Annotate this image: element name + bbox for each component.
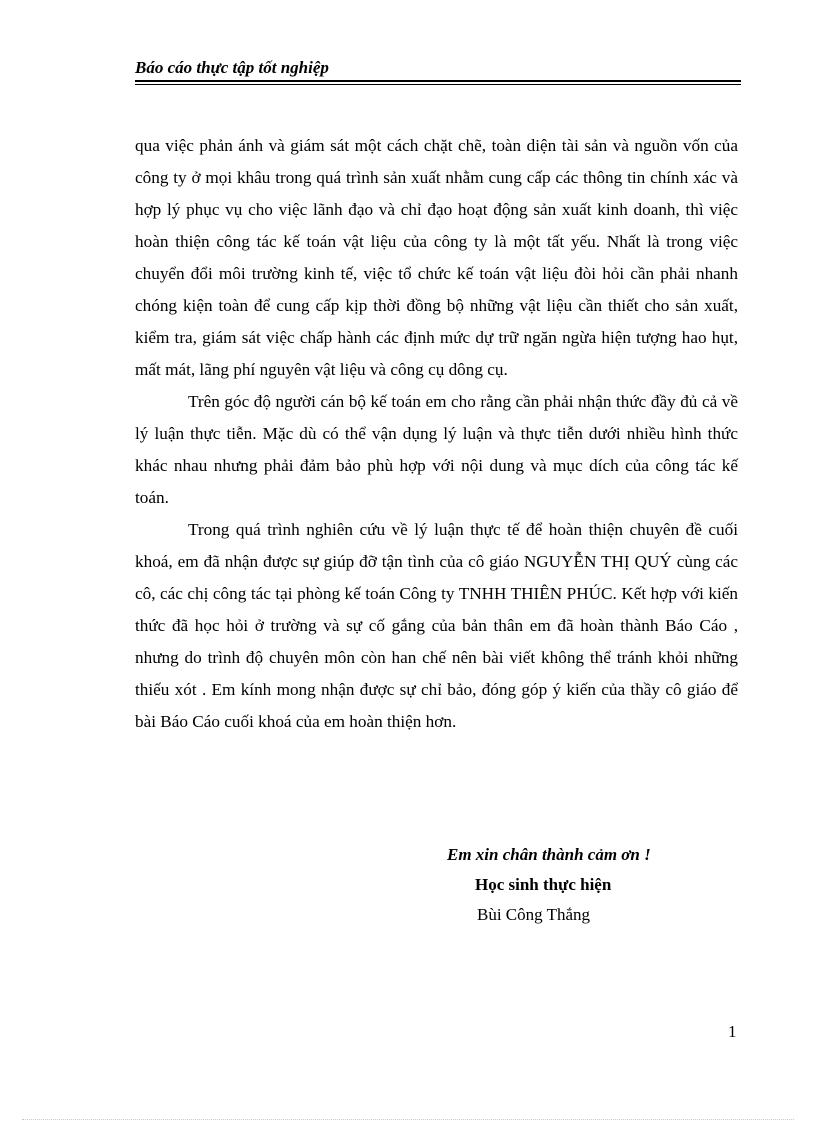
thanks-line: Em xin chân thành cảm ơn ! [447, 845, 651, 864]
header-title: Báo cáo thực tập tốt nghiệp [135, 58, 329, 77]
author-name: Bùi Công Thắng [477, 905, 591, 924]
signoff [447, 840, 651, 930]
body-text [135, 130, 738, 738]
page-bottom-border [22, 1119, 794, 1120]
paragraph-2: Trên góc độ người cán bộ kế toán em cho rằng cần phải nhận thức đầy đủ cả về lý luận thực tiễn. Mặc dù có thể vận dụng lý luận và thực tiễn dưới nhiều hình thức khác nhau nhưng phải đảm bảo phù hợp với nội dung và mục dích của công tác kế toán. [135, 392, 738, 507]
paragraph-1: qua việc phản ánh và giám sát một cách chặt chẽ, toàn diện tài sản và nguồn vốn của công ty ở mọi khâu trong quá trình sản xuất nhằm cung cấp các thông tin chính xác và hợp lý phục vụ cho việc lãnh đạo và chỉ đạo hoạt động sản xuất kinh doanh, thì việc hoàn thiện công tác kế toán vật liệu của công ty là một tất yếu. Nhất là trong việc chuyển đổi môi trường kinh tế, việc tổ chức kế toán vật liệu đòi hỏi cần phải nhanh chóng kiện toàn để cung cấp kịp thời đồng bộ những vật liệu cần thiết cho sản xuất, kiểm tra, giám sát việc chấp hành các định mức dự trữ ngăn ngừa hiện tượng hao hụt, mất mát, lãng phí nguyên vật liệu và công cụ dông cụ. [135, 136, 738, 379]
page-header [135, 56, 741, 80]
header-rule [135, 80, 741, 82]
header-rule-thin [135, 84, 741, 85]
paragraph-3: Trong quá trình nghiên cứu về lý luận thực tế để hoàn thiện chuyên đề cuối khoá, em đã nhận được sự giúp đỡ tận tình của cô giáo NGUYỄN THỊ QUÝ cùng các cô, các chị công tác tại phòng kế toán Công ty TNHH THIÊN PHÚC. Kết hợp với kiến thức đã học hỏi ở trường và sự cố gắng của bản thân em đã hoàn thành Báo Cáo , nhưng do trình độ chuyên môn còn han chế nên bài viết không thể tránh khỏi những thiếu xót . Em kính mong nhận được sự chỉ bảo, đóng góp ý kiến của thầy cô giáo để bài Báo Cáo cuối khoá của em hoàn thiện hơn. [135, 520, 738, 731]
page-number: 1 [728, 1022, 737, 1041]
author-role: Học sinh thực hiện [475, 875, 612, 894]
